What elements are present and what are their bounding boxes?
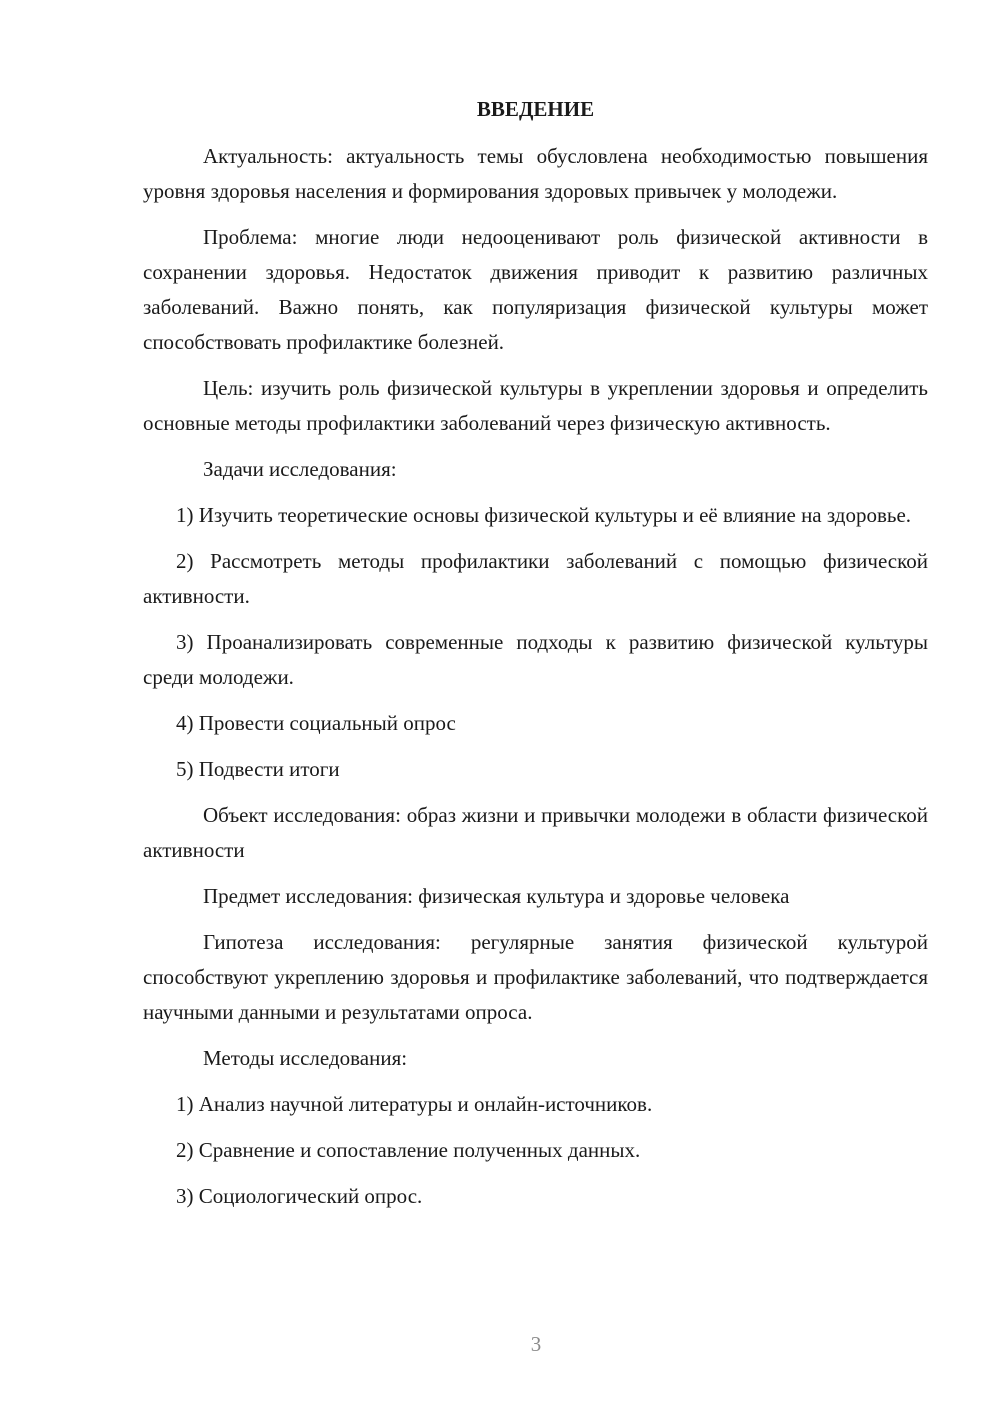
subject-paragraph: Предмет исследования: физическая культура и здоровье человека: [203, 884, 790, 908]
method-item-2: 2) Сравнение и сопоставление полученных данных.: [176, 1138, 641, 1162]
problem-paragraph: Проблема: многие люди недооценивают роль физической активности в сохранении здоровья. Недостаток движения приводит к развитию различных заболеваний. Важно понять, как популяризация физической культуры может способствовать профилактике болезней.: [143, 225, 928, 354]
task-item-4: 4) Провести социальный опрос: [176, 711, 456, 735]
goal-paragraph: Цель: изучить роль физической культуры в укреплении здоровья и определить основные методы профилактики заболеваний через физическую активность.: [143, 376, 928, 435]
task-item-3: 3) Проанализировать современные подходы к развитию физической культуры среди молодежи.: [143, 630, 928, 689]
hypothesis-paragraph: Гипотеза исследования: регулярные занятия физической культурой способствуют укреплению здоровья и профилактике заболеваний, что подтверждается научными данными и результатами опроса.: [143, 930, 928, 1024]
methods-heading: Методы исследования:: [203, 1046, 408, 1070]
page-number: 3: [530, 1332, 542, 1356]
document-page: [143, 92, 928, 1225]
page-title: ВВЕДЕНИЕ: [476, 97, 595, 121]
method-item-3: 3) Социологический опрос.: [176, 1184, 423, 1208]
relevance-paragraph: Актуальность: актуальность темы обусловлена необходимостью повышения уровня здоровья населения и формирования здоровых привычек у молодежи.: [143, 144, 928, 203]
task-item-1: 1) Изучить теоретические основы физической культуры и её влияние на здоровье.: [176, 503, 912, 527]
task-item-2: 2) Рассмотреть методы профилактики заболеваний с помощью физической активности.: [143, 549, 928, 608]
task-item-5: 5) Подвести итоги: [176, 757, 340, 781]
object-paragraph: Объект исследования: образ жизни и привычки молодежи в области физической активности: [143, 803, 928, 862]
tasks-heading: Задачи исследования:: [203, 457, 397, 481]
method-item-1: 1) Анализ научной литературы и онлайн-источников.: [176, 1092, 653, 1116]
